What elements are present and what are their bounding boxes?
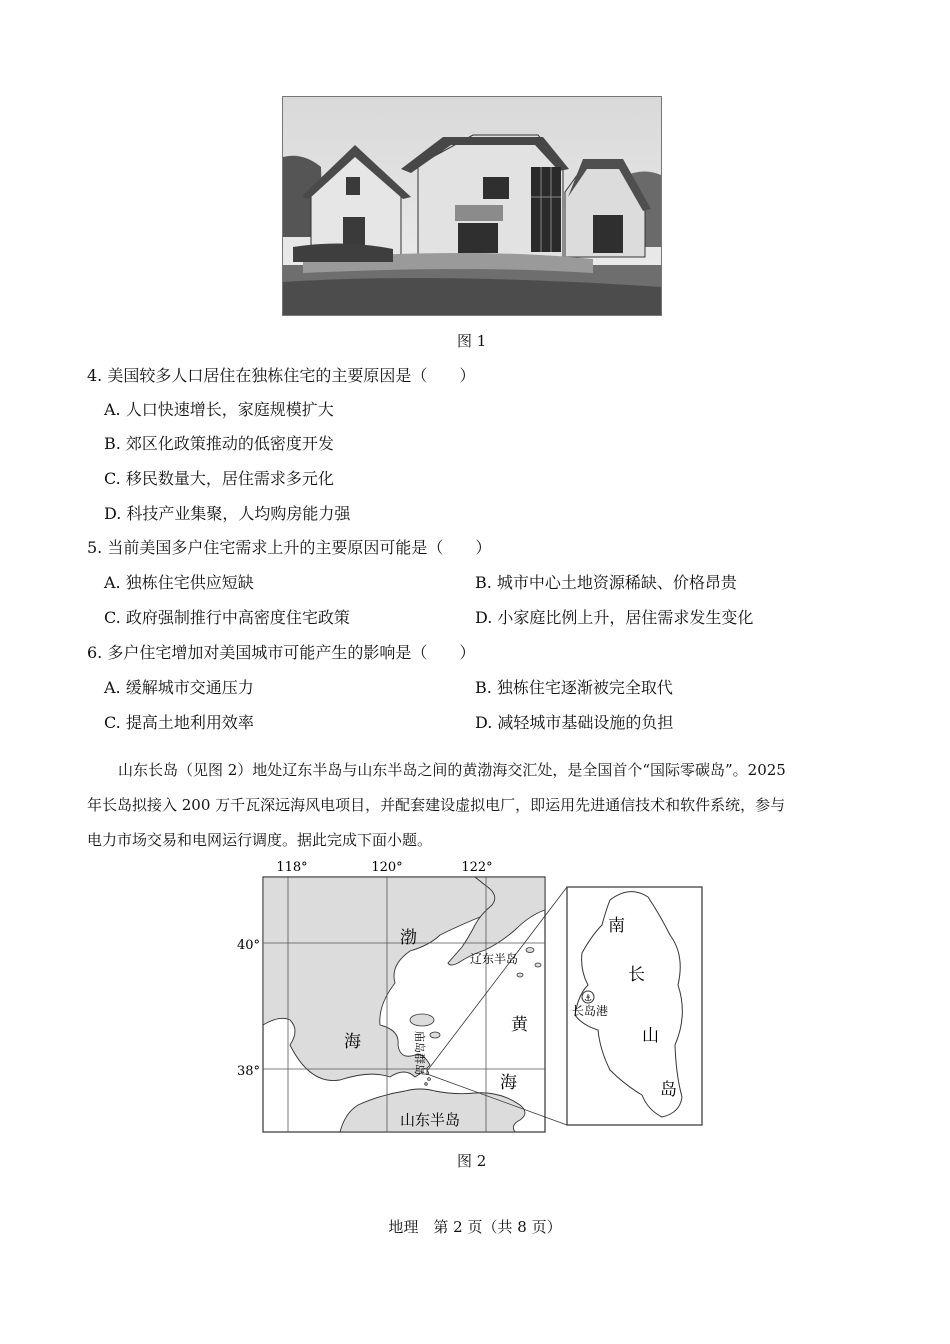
figure1-caption: 图 1 <box>457 332 487 350</box>
q4-option-a: A. 人口快速增长，家庭规模扩大 <box>104 400 334 419</box>
q6-option-a: A. 缓解城市交通压力 <box>104 678 254 697</box>
passage-line-1: 山东长岛（见图 2）地处辽东半岛与山东半岛之间的黄渤海交汇处，是全国首个“国际零碳岛”。2025 <box>118 761 786 779</box>
lon-120: 120° <box>371 860 403 875</box>
q6-option-d: D. 减轻城市基础设施的负担 <box>475 713 674 732</box>
label-bo: 渤 <box>400 928 417 948</box>
q5-option-a: A. 独栋住宅供应短缺 <box>104 573 254 592</box>
label-hai-2: 海 <box>500 1073 517 1093</box>
label-miaodao: 庙岛群岛 <box>413 1031 426 1075</box>
label-port: 长岛港 <box>572 1004 609 1018</box>
label-nan: 南 <box>608 916 625 936</box>
q4-option-b: B. 郊区化政策推动的低密度开发 <box>104 434 334 453</box>
label-hai-1: 海 <box>344 1032 361 1052</box>
q5-option-d: D. 小家庭比例上升，居住需求发生变化 <box>475 608 754 627</box>
lat-38: 38° <box>236 1064 260 1079</box>
passage-line-3: 电力市场交易和电网运行调度。据此完成下面小题。 <box>87 831 433 849</box>
house-photo <box>282 96 662 316</box>
q4-option-c: C. 移民数量大，居住需求多元化 <box>104 469 334 488</box>
question-4-stem: 4. 美国较多人口居住在独栋住宅的主要原因是（ ） <box>87 366 476 385</box>
figure2-caption: 图 2 <box>457 1152 487 1170</box>
label-liaodong: 辽东半岛 <box>470 952 519 966</box>
question-6-stem: 6. 多户住宅增加对美国城市可能产生的影响是（ ） <box>87 643 476 662</box>
svg-text:⚓: ⚓ <box>583 994 593 1004</box>
label-shandong: 山东半岛 <box>400 1111 461 1129</box>
q4-option-d: D. 科技产业集聚，人均购房能力强 <box>104 504 351 523</box>
q6-option-b: B. 独栋住宅逐渐被完全取代 <box>475 678 673 697</box>
label-huang: 黄 <box>511 1015 528 1035</box>
q5-option-b: B. 城市中心土地资源稀缺、价格昂贵 <box>475 573 737 592</box>
label-dao: 岛 <box>660 1080 677 1100</box>
passage-line-2: 年长岛拟接入 200 万千瓦深远海风电项目，并配套建设虚拟电厂，即运用先进通信技术和软件系统，参与 <box>87 796 786 814</box>
lon-118: 118° <box>276 860 308 875</box>
lat-40: 40° <box>236 938 260 953</box>
q5-option-c: C. 政府强制推行中高密度住宅政策 <box>104 608 350 627</box>
page-footer: 地理 第 2 页（共 8 页） <box>388 1218 562 1236</box>
question-5-stem: 5. 当前美国多户住宅需求上升的主要原因可能是（ ） <box>87 538 492 557</box>
map-figure <box>230 855 710 1140</box>
lon-122: 122° <box>461 860 493 875</box>
label-chang: 长 <box>628 965 645 985</box>
label-shan: 山 <box>642 1026 659 1046</box>
q6-option-c: C. 提高土地利用效率 <box>104 713 254 732</box>
